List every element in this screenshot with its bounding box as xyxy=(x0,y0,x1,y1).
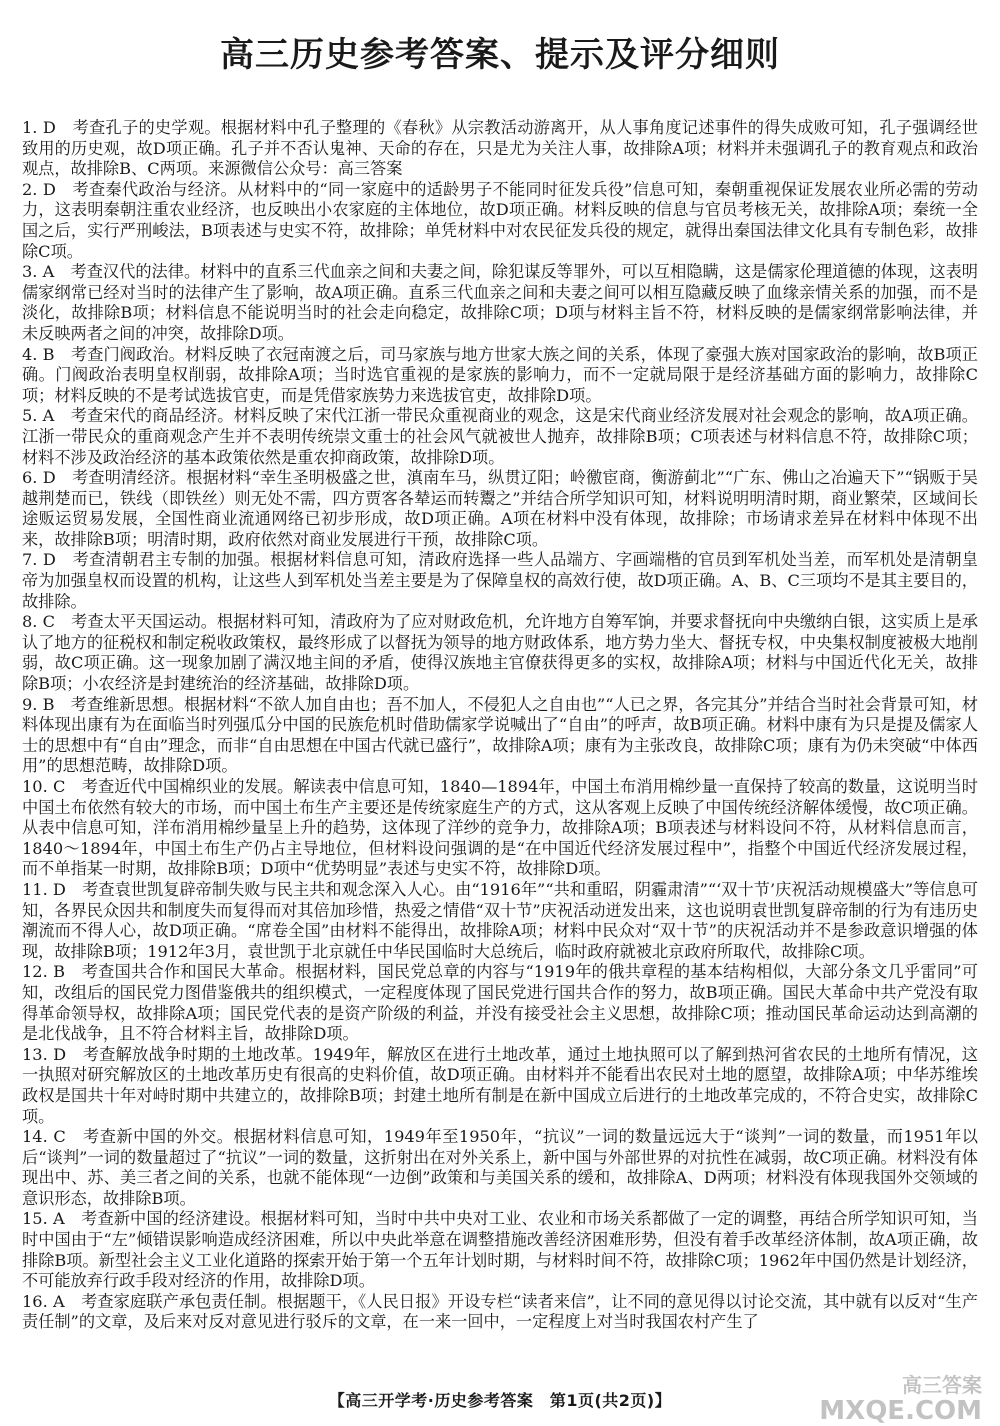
answer-item-4: 4. B 考查门阀政治。材料反映了衣冠南渡之后，司马家族与地方世家大族之间的关系，体现了豪强大族对国家政治的影响，故B项正确。门阀政治表明皇权削弱，故排除A项；当时选官重视的是家族的影响力，而不一定就局限于是经济基础方面的影响力，故排除C项；材料反映的不是考试选拔官吏，而是凭借家族势力来选拔官吏，故排除D项。 xyxy=(22,344,978,405)
answer-item-1: 1. D 考查孔子的史学观。根据材料中孔子整理的《春秋》从宗教活动游离开，从人事角度记述事件的得失成败可知，孔子强调经世致用的历史观，故D项正确。孔子并不否认鬼神、天命的存在，只是尤为关注人事，故排除A项；材料并未强调孔子的教育观点和政治观点，故排除B、C两项。来源微信公众号：高三答案 xyxy=(22,118,978,179)
answer-item-2: 2. D 考查秦代政治与经济。从材料中的“同一家庭中的适龄男子不能同时征发兵役”信息可知，秦朝重视保证发展农业所必需的劳动力，这表明秦朝注重农业经济，也反映出小农家庭的主体地位，故D项正确。材料反映的信息与官员考核无关，故排除A项；秦统一全国之后，实行严刑峻法，B项表述与史实不符，故排除；单凭材料中对农民征发兵役的规定，就得出秦国法律文化具有专制色彩，故排除C项。 xyxy=(22,179,978,261)
answer-item-3: 3. A 考查汉代的法律。材料中的直系三代血亲之间和夫妻之间，除犯谋反等罪外，可以互相隐瞒，这是儒家伦理道德的体现，这表明儒家纲常已经对当时的法律产生了影响，故A项正确。直系三代血亲之间和夫妻之间可以相互隐藏反映了血缘亲情关系的加强，而不是淡化，故排除B项；材料信息不能说明当时的社会走向稳定，故排除C项；D项与材料主旨不符，材料反映的是儒家纲常影响法律，并未反映两者之间的冲突，故排除D项。 xyxy=(22,262,978,343)
answer-item-13: 13. D 考查解放战争时期的土地改革。1949年，解放区在进行土地改革，通过土地执照可以了解到热河省农民的土地所有情况，这一执照对研究解放区的土地改革历史有很高的史料价值，故D项正确。由材料并不能看出农民对土地的愿望，故排除A项；中华苏维埃政权是国共十年对峙时期中共建立的，故排除B项；封建土地所有制是在新中国成立后进行的土地改革完成的，不符合史实，故排除C项。 xyxy=(22,1044,978,1126)
answer-item-10: 10. C 考查近代中国棉织业的发展。解读表中信息可知，1840—1894年，中国土布消用棉纱量一直保持了较高的数量，这说明当时中国土布依然有较大的市场，而中国土布生产主要还是传统家庭生产的方式，这从客观上反映了中国传统经济解体缓慢，故C项正确。从表中信息可知，洋布消用棉纱量呈上升的趋势，这体现了洋纱的竞争力，故排除A项；B项表述与材料设问不符，从材料信息而言，1840～1894年，中国土布生产仍占主导地位，但材料设问强调的是“在中国近代经济发展过程中”，指整个中国近代经济发展过程，而不单指某一时期，故排除B项；D项中“优势明显”表述与史实不符，故排除D项。 xyxy=(22,777,978,879)
answer-item-6: 6. D 考查明清经济。根据材料“幸生圣明极盛之世，滇南车马，纵贯辽阳；岭徼宦商，衡游蓟北”“广东、佛山之冶遍天下”“锅贩于吴越荆楚而已，铁线（即铁丝）则无处不需，四方贾客各辇运而转鬻之”并结合所学知识可知，材料说明明清时期，商业繁荣，区域间长途贩运贸易发展，全国性商业流通网络已初步形成，故D项正确。A项在材料中没有体现，故排除；市场请求差异在材料中体现不出来，故排除B项；明清时期，政府依然对商业发展进行干预，故排除C项。 xyxy=(22,468,978,549)
answer-item-15: 15. A 考查新中国的经济建设。根据材料可知，当时中共中央对工业、农业和市场关系都做了一定的调整，再结合所学知识可知，当时中国由于“左”倾错误影响造成经济困难，所以中央此举意在调整措施改善经济困难形势，但没有着手改革经济体制，故A项正确，故排除B项。新型社会主义工业化道路的探索开始于第一个五年计划时期，与材料时间不符，故排除C项；1962年中国仍然是计划经济，不可能放弃行政手段对经济的作用，故排除D项。 xyxy=(22,1209,978,1291)
answer-item-12: 12. B 考查国共合作和国民大革命。根据材料，国民党总章的内容与“1919年的俄共章程的基本结构相似，大部分条文几乎雷同”可知，改组后的国民党力图借鉴俄共的组织模式，一定程度体现了国民党进行国共合作的努力，故B项正确。国民大革命中共产党没有取得革命领导权，故排除A项；国民党代表的是资产阶级的利益，并没有接受社会主义思想，故排除C项；推动国民革命运动达到高潮的是北伐战争，且不符合材料主旨，故排除D项。 xyxy=(22,962,978,1044)
answer-item-14: 14. C 考查新中国的外交。根据材料信息可知，1949年至1950年，“抗议”一词的数量远远大于“谈判”一词的数量，而1951年以后“谈判”一词的数量超过了“抗议”一词的数量，这折射出在对外关系上，新中国与外部世界的对抗性在减弱，故C项正确。材料没有体现出中、苏、美三者之间的关系，也就不能体现“一边倒”政策和与美国关系的缓和，故排除A、D两项；材料没有体现我国外交领域的意识形态，故排除B项。 xyxy=(22,1127,978,1208)
page-title: 高三历史参考答案、提示及评分细则 xyxy=(220,35,780,75)
answer-item-8: 8. C 考查太平天国运动。根据材料可知，清政府为了应对财政危机，允许地方自筹军饷，并要求督抚向中央缴纳白银，这实质上是承认了地方的征税权和制定税收政策权，最终形成了以督抚为领导的地方财政体系，地方势力坐大、督抚专权，中央集权制度被极大地削弱，故C项正确。这一现象加剧了满汉地主间的矛盾，使得汉族地主官僚获得更多的实权，故排除A项；材料与中国近代化无关，故排除B项；小农经济是封建统治的经济基础，故排除D项。 xyxy=(22,612,978,694)
page-footer: 【高三开学考·历史参考答案 第1页(共2页)】 xyxy=(328,1391,672,1410)
answer-item-5: 5. A 考查宋代的商品经济。材料反映了宋代江浙一带民众重视商业的观念，这是宋代商业经济发展对社会观念的影响，故A项正确。江浙一带民众的重商观念产生并不表明传统崇文重士的社会风气就被世人抛弃，故排除B项；C项表述与材料信息不符，故排除C项；材料不涉及政治经济的基本政策依然是重农抑商政策，故排除D项。 xyxy=(22,406,978,467)
answer-item-11: 11. D 考查袁世凯复辟帝制失败与民主共和观念深入人心。由“1916年”“共和重昭，阴霾肃清”“‘双十节’庆祝活动规模盛大”等信息可知，各界民众因共和制度失而复得而对其倍加珍惜，热爱之情借“双十节”庆祝活动迸发出来，这也说明袁世凯复辟帝制的行为有违历史潮流而不得人心，故D项正确。“席卷全国”由材料不能得出，故排除A项；材料中民众对“双十节”的庆祝活动并不是参政意识增强的体现，故排除B项；1912年3月，袁世凯于北京就任中华民国临时大总统后，临时政府就被北京政府所取代，故排除C项。 xyxy=(22,879,978,961)
watermark-text: 高三答案 xyxy=(902,1373,982,1397)
watermark-domain: MXQE.COM xyxy=(819,1396,982,1426)
answer-item-16: 16. A 考查家庭联产承包责任制。根据题干，《人民日报》开设专栏“读者来信”，让不同的意见得以讨论交流，其中就有以反对“生产责任制”的文章，及后来对反对意见进行驳斥的文章，在一来一回中，一定程度上对当时我国农村产生了 xyxy=(22,1291,978,1332)
answer-item-7: 7. D 考查清朝君主专制的加强。根据材料信息可知，清政府选择一些人品端方、字画端楷的官员到军机处当差，而军机处是清朝皇帝为加强皇权而设置的机构，让这些人到军机处当差主要是为了保障皇权的高效行使，故D项正确。A、B、C三项均不是其主要目的，故排除。 xyxy=(22,550,978,611)
watermark-logo xyxy=(819,1372,982,1424)
answer-item-9: 9. B 考查维新思想。根据材料“不欲人加自由也；吾不加人，不侵犯人之自由也”“人已之界，各完其分”并结合当时社会背景可知，材料体现出康有为在面临当时列强瓜分中国的民族危机时借助儒家学说喊出了“自由”的呼声，故B项正确。材料中康有为只是提及儒家人士的思想中有“自由”理念，而非“自由思想在中国古代就已盛行”，故排除A项；康有为主张改良，故排除C项；康有为仍未突破“中体西用”的思想范畴，故排除D项。 xyxy=(22,694,978,776)
answer-list xyxy=(22,118,978,1333)
